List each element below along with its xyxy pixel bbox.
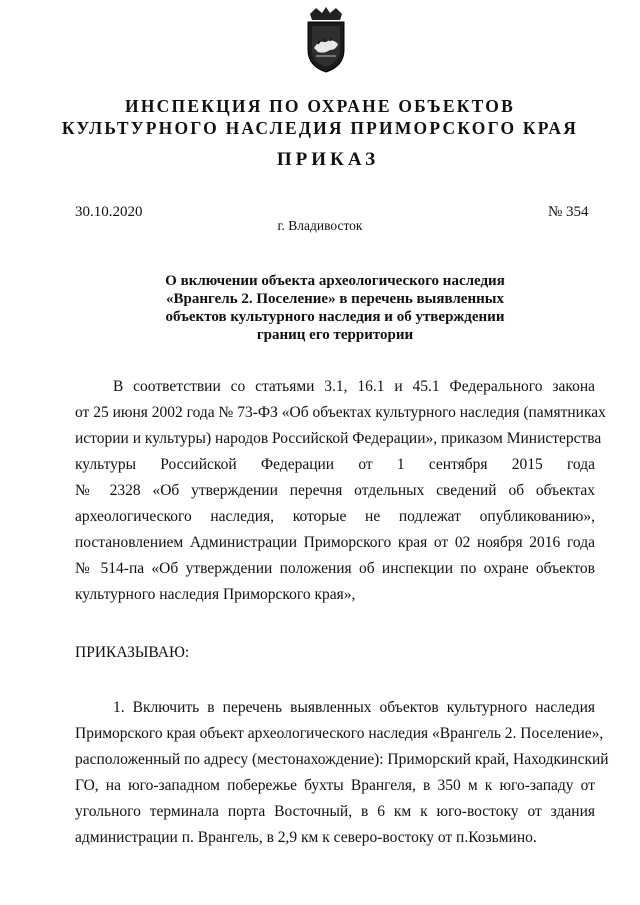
primorsky-krai-coat-of-arms-icon	[302, 6, 350, 74]
order-date: 30.10.2020	[75, 204, 143, 220]
order-city: г. Владивосток	[277, 218, 363, 233]
org-name-line1: ИНСПЕКЦИЯ ПО ОХРАНЕ ОБЪЕКТОВ	[125, 96, 515, 116]
preamble-line: археологического наследия, которые не подлежат опубликованию»,	[75, 508, 595, 525]
preamble-line: культурного наследия Приморского края»,	[75, 586, 356, 603]
preamble-line: № 514-па «Об утверждении положения об инспекции по охране объектов	[75, 560, 595, 577]
order-directive: ПРИКАЗЫВАЮ:	[75, 644, 190, 661]
preamble-line: истории и культуры) народов Российской Федерации», приказом Министерства	[75, 430, 602, 447]
preamble-line: от 25 июня 2002 года № 73-ФЗ «Об объектах культурного наследия (памятниках	[75, 404, 606, 421]
doc-type-title: ПРИКАЗ	[276, 149, 380, 170]
org-name-line2: КУЛЬТУРНОГО НАСЛЕДИЯ ПРИМОРСКОГО КРАЯ	[61, 118, 579, 138]
title-line: «Врангель 2. Поселение» в перечень выявленных	[166, 291, 504, 307]
preamble-line: культуры Российской Федерации от 1 сентября 2015 года	[75, 456, 595, 473]
title-line: О включении объекта археологического наследия	[165, 273, 505, 289]
item-line: администрации п. Врангель, в 2,9 км к северо-востоку от п.Козьмино.	[75, 829, 537, 846]
item-line: угольного терминала порта Восточный, в 6 км к юго-востоку от здания	[75, 803, 595, 820]
preamble-paragraph	[75, 374, 606, 608]
item-line: ГО, на юго-западном побережье бухты Врангеля, в 350 м к юго-западу от	[75, 777, 595, 794]
item-line: Приморского края объект археологического наследия «Врангель 2. Поселение»,	[75, 725, 604, 742]
item-1-paragraph	[75, 695, 609, 851]
item-line: расположенный по адресу (местонахождение): Приморский край, Находкинский	[75, 751, 609, 768]
order-number: № 354	[548, 204, 589, 220]
item-line: 1. Включить в перечень выявленных объектов культурного наследия	[113, 699, 595, 716]
order-title	[150, 272, 520, 344]
preamble-line: № 2328 «Об утверждении перечня отдельных сведений об объектах	[75, 482, 595, 499]
title-line: объектов культурного наследия и об утверждении	[165, 309, 505, 325]
preamble-line: постановлением Администрации Приморского края от 02 ноября 2016 года	[75, 534, 595, 551]
title-line: границ его территории	[256, 327, 414, 343]
preamble-line: В соответствии со статьями 3.1, 16.1 и 45.1 Федерального закона	[113, 378, 595, 395]
